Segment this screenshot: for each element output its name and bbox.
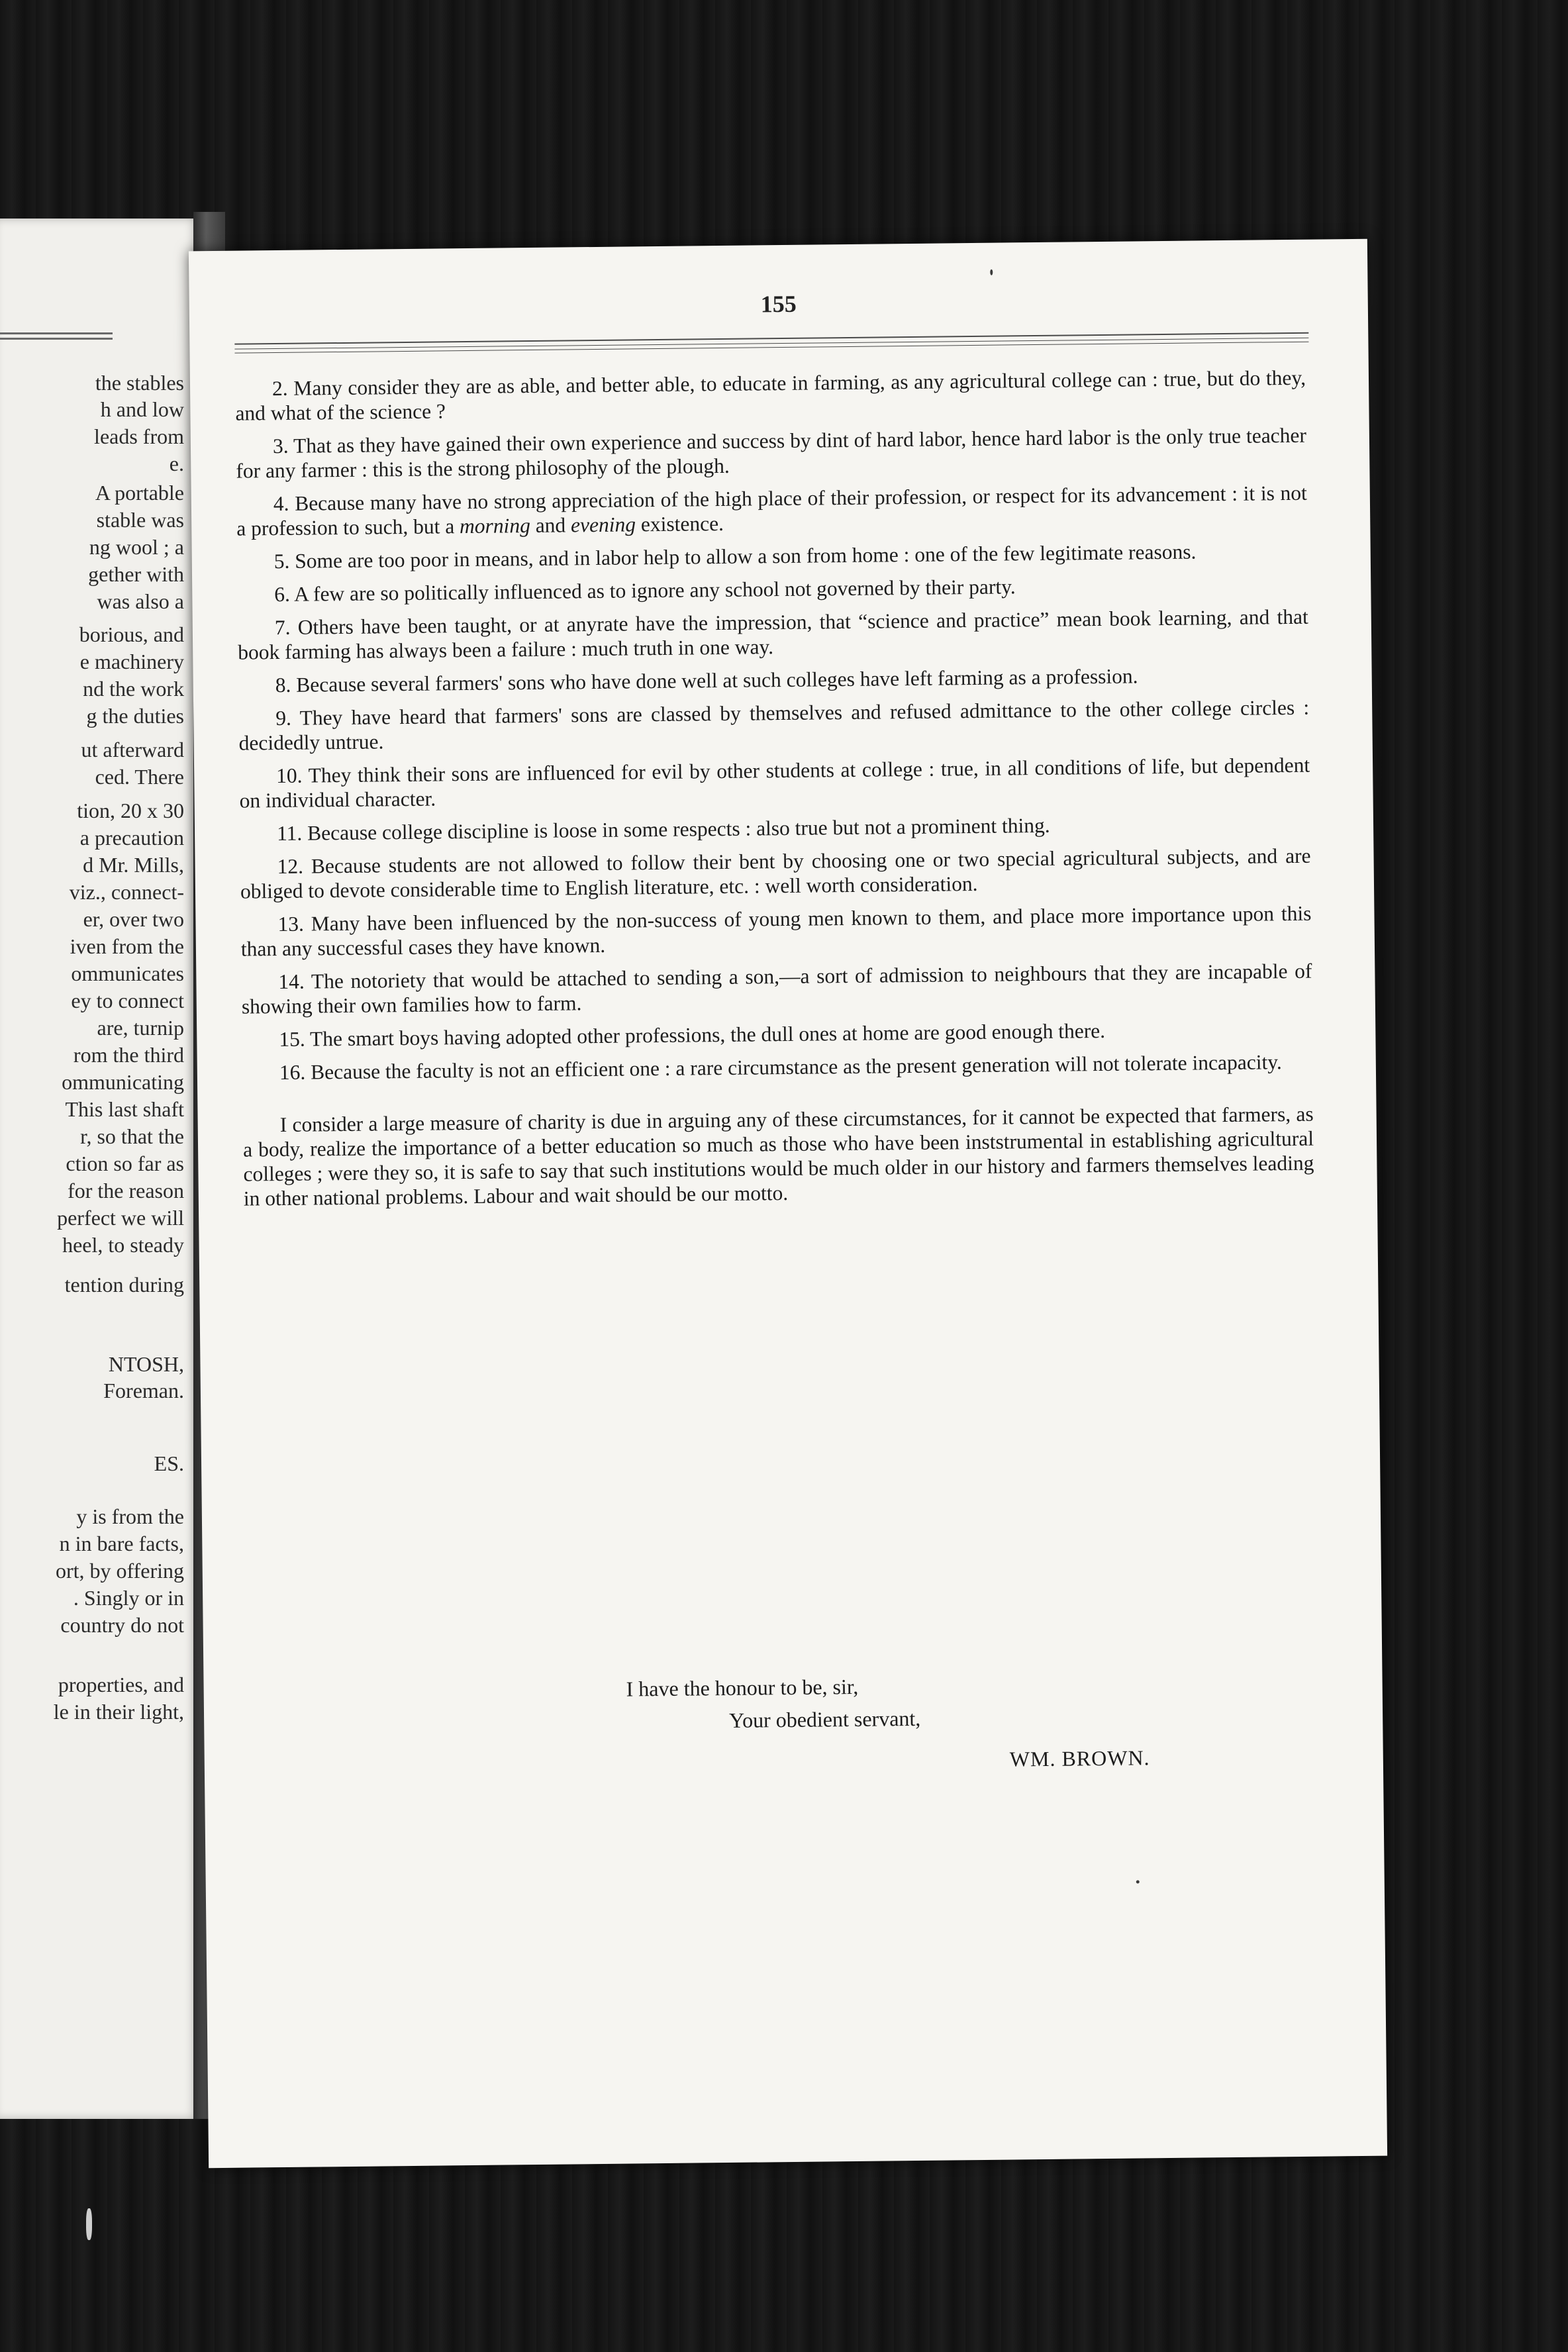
paragraph-3: 3. That as they have gained their own experience and success by dint of hard labor, hence hard labor is the only true teacher for any farmer : this is the strong philosophy of the plough. <box>236 423 1307 483</box>
left-page-line: ng wool ; a <box>89 535 184 559</box>
left-page-line: le in their light, <box>53 1700 184 1724</box>
left-page-line: ommunicates <box>71 961 184 985</box>
left-page-line: e. <box>169 452 184 475</box>
left-page-line: ey to connect <box>71 989 184 1012</box>
paragraph-4 <box>236 481 1308 541</box>
left-page-line: leads from <box>94 424 184 448</box>
left-page-line: a precaution <box>79 826 184 850</box>
left-page-line: ort, by offering <box>55 1559 184 1583</box>
left-page-line: tion, 20 x 30 <box>77 799 184 822</box>
left-page-line: r, so that the <box>80 1124 184 1148</box>
left-page-rule <box>0 332 113 334</box>
left-page-line: h and low <box>100 397 184 421</box>
paragraph-4-italic-morning: morning <box>459 514 531 538</box>
closing-paragraph: I consider a large measure of charity is due in arguing any of these circumstances, for it cannot be expected that farmers, as a body, realize the importance of a better education so much as those who have been inststrumental in establishing agricultural colleges ; were they so, it is safe to say that such institutions would be much older in our history and farmers themselves leading in other national problems. Labour and wait should be our motto. <box>242 1102 1314 1210</box>
paragraph-16: 16. Because the faculty is not an efficient one : a rare circumstance as the present generation will not tolerate incapacity. <box>279 1050 1282 1085</box>
paragraph-4-text-end: existence. <box>635 511 724 536</box>
left-page-line: ced. There <box>95 765 184 789</box>
left-page-line: rom the third <box>73 1043 184 1067</box>
left-page-line: viz., connect- <box>69 880 184 904</box>
left-page-line: ommunicating <box>62 1070 184 1094</box>
main-page <box>189 239 1387 2168</box>
paragraph-2: 2. Many consider they are as able, and better able, to educate in farming, as any agricultural college can : true, but do they, and what of the science ? <box>235 366 1306 425</box>
left-page-line: gether with <box>88 562 184 586</box>
paragraph-9: 9. They have heard that farmers' sons are classed by themselves and refused admittance to the other college circles : decidedly untrue. <box>238 695 1310 755</box>
paragraph-4-italic-evening: evening <box>570 513 636 537</box>
left-page-line: NTOSH, <box>108 1352 184 1376</box>
paragraph-7: 7. Others have been taught, or at anyrate have the impression, that “science and practice” mean book learning, and that book farming has always been a failure : much truth in one way. <box>238 605 1308 664</box>
left-page-line: tention during <box>64 1273 184 1297</box>
signoff-line: I have the honour to be, sir, <box>626 1674 859 1701</box>
left-page-line: Foreman. <box>103 1379 184 1402</box>
paragraph-4-text: 4. Because many have no strong appreciation of the high place of their profession, or respect for its advancement : it is not a profession to such, but a <box>236 481 1307 540</box>
paragraph-12: 12. Because students are not allowed to follow their bent by choosing one or two special agricultural subjects, and are obliged to devote considerable time to English literature, etc. : well worth consideration. <box>240 844 1311 903</box>
paragraph-5: 5. Some are too poor in means, and in labor help to allow a son from home : one of the few legitimate reasons. <box>273 540 1197 573</box>
left-page-line: are, turnip <box>97 1016 184 1040</box>
left-page-line: perfect we will <box>57 1206 184 1230</box>
paper-speck <box>990 270 993 275</box>
paragraph-13: 13. Many have been influenced by the non-success of young men known to them, and place more importance upon this than any successful cases they have known. <box>240 901 1312 961</box>
left-page-line: country do not <box>60 1613 184 1637</box>
left-page-line: nd the work <box>83 677 184 701</box>
paragraph-8: 8. Because several farmers' sons who have done well at such colleges have left farming as a profession. <box>275 664 1138 697</box>
left-page-line: borious, and <box>79 622 184 646</box>
signoff <box>249 1670 1320 1780</box>
signature: WM. BROWN. <box>1009 1745 1150 1771</box>
letter-body <box>235 366 1314 1220</box>
left-page-line: d Mr. Mills, <box>83 853 184 877</box>
page-number: 155 <box>760 290 797 318</box>
paragraph-11: 11. Because college discipline is loose in some respects : also true but not a prominent thing. <box>276 813 1050 846</box>
left-page-line: stable was <box>96 508 184 532</box>
paper-speck <box>1136 1880 1140 1883</box>
left-page-line: This last shaft <box>65 1097 184 1121</box>
left-page-line: the stables <box>95 371 184 395</box>
left-page-line: was also a <box>97 589 184 613</box>
left-page-line: for the reason <box>68 1179 184 1202</box>
left-page-line: g the duties <box>86 704 184 728</box>
signoff-line: Your obedient servant, <box>728 1706 921 1732</box>
left-page-line: ut afterward <box>81 738 184 761</box>
left-page-line: . Singly or in <box>73 1586 184 1610</box>
left-page-line: iven from the <box>70 934 184 958</box>
scan-speck <box>86 2208 92 2240</box>
left-page-line: er, over two <box>83 907 184 931</box>
left-page-line: ction so far as <box>66 1152 184 1175</box>
left-facing-page <box>0 219 199 2119</box>
left-page-line: e machinery <box>79 650 184 673</box>
paragraph-15: 15. The smart boys having adopted other professions, the dull ones at home are good enough there. <box>279 1018 1106 1052</box>
left-page-line: A portable <box>95 481 184 505</box>
paragraph-6: 6. A few are so politically influenced as to ignore any school not governed by their party. <box>274 575 1016 607</box>
left-page-rule <box>0 338 113 340</box>
paragraph-14: 14. The notoriety that would be attached to sending a son,—a sort of admission to neighbours that they are incapable of showing their own families how to farm. <box>241 959 1312 1018</box>
paragraph-4-text-and: and <box>530 513 571 538</box>
left-page-line: ES. <box>154 1451 184 1475</box>
left-page-line: n in bare facts, <box>59 1532 184 1555</box>
left-page-line: heel, to steady <box>62 1233 184 1257</box>
left-page-line: y is from the <box>76 1504 184 1528</box>
paragraph-10: 10. They think their sons are influenced for evil by other students at college : true, in all conditions of life, but dependent on individual character. <box>239 753 1310 812</box>
left-page-line: properties, and <box>58 1673 184 1696</box>
